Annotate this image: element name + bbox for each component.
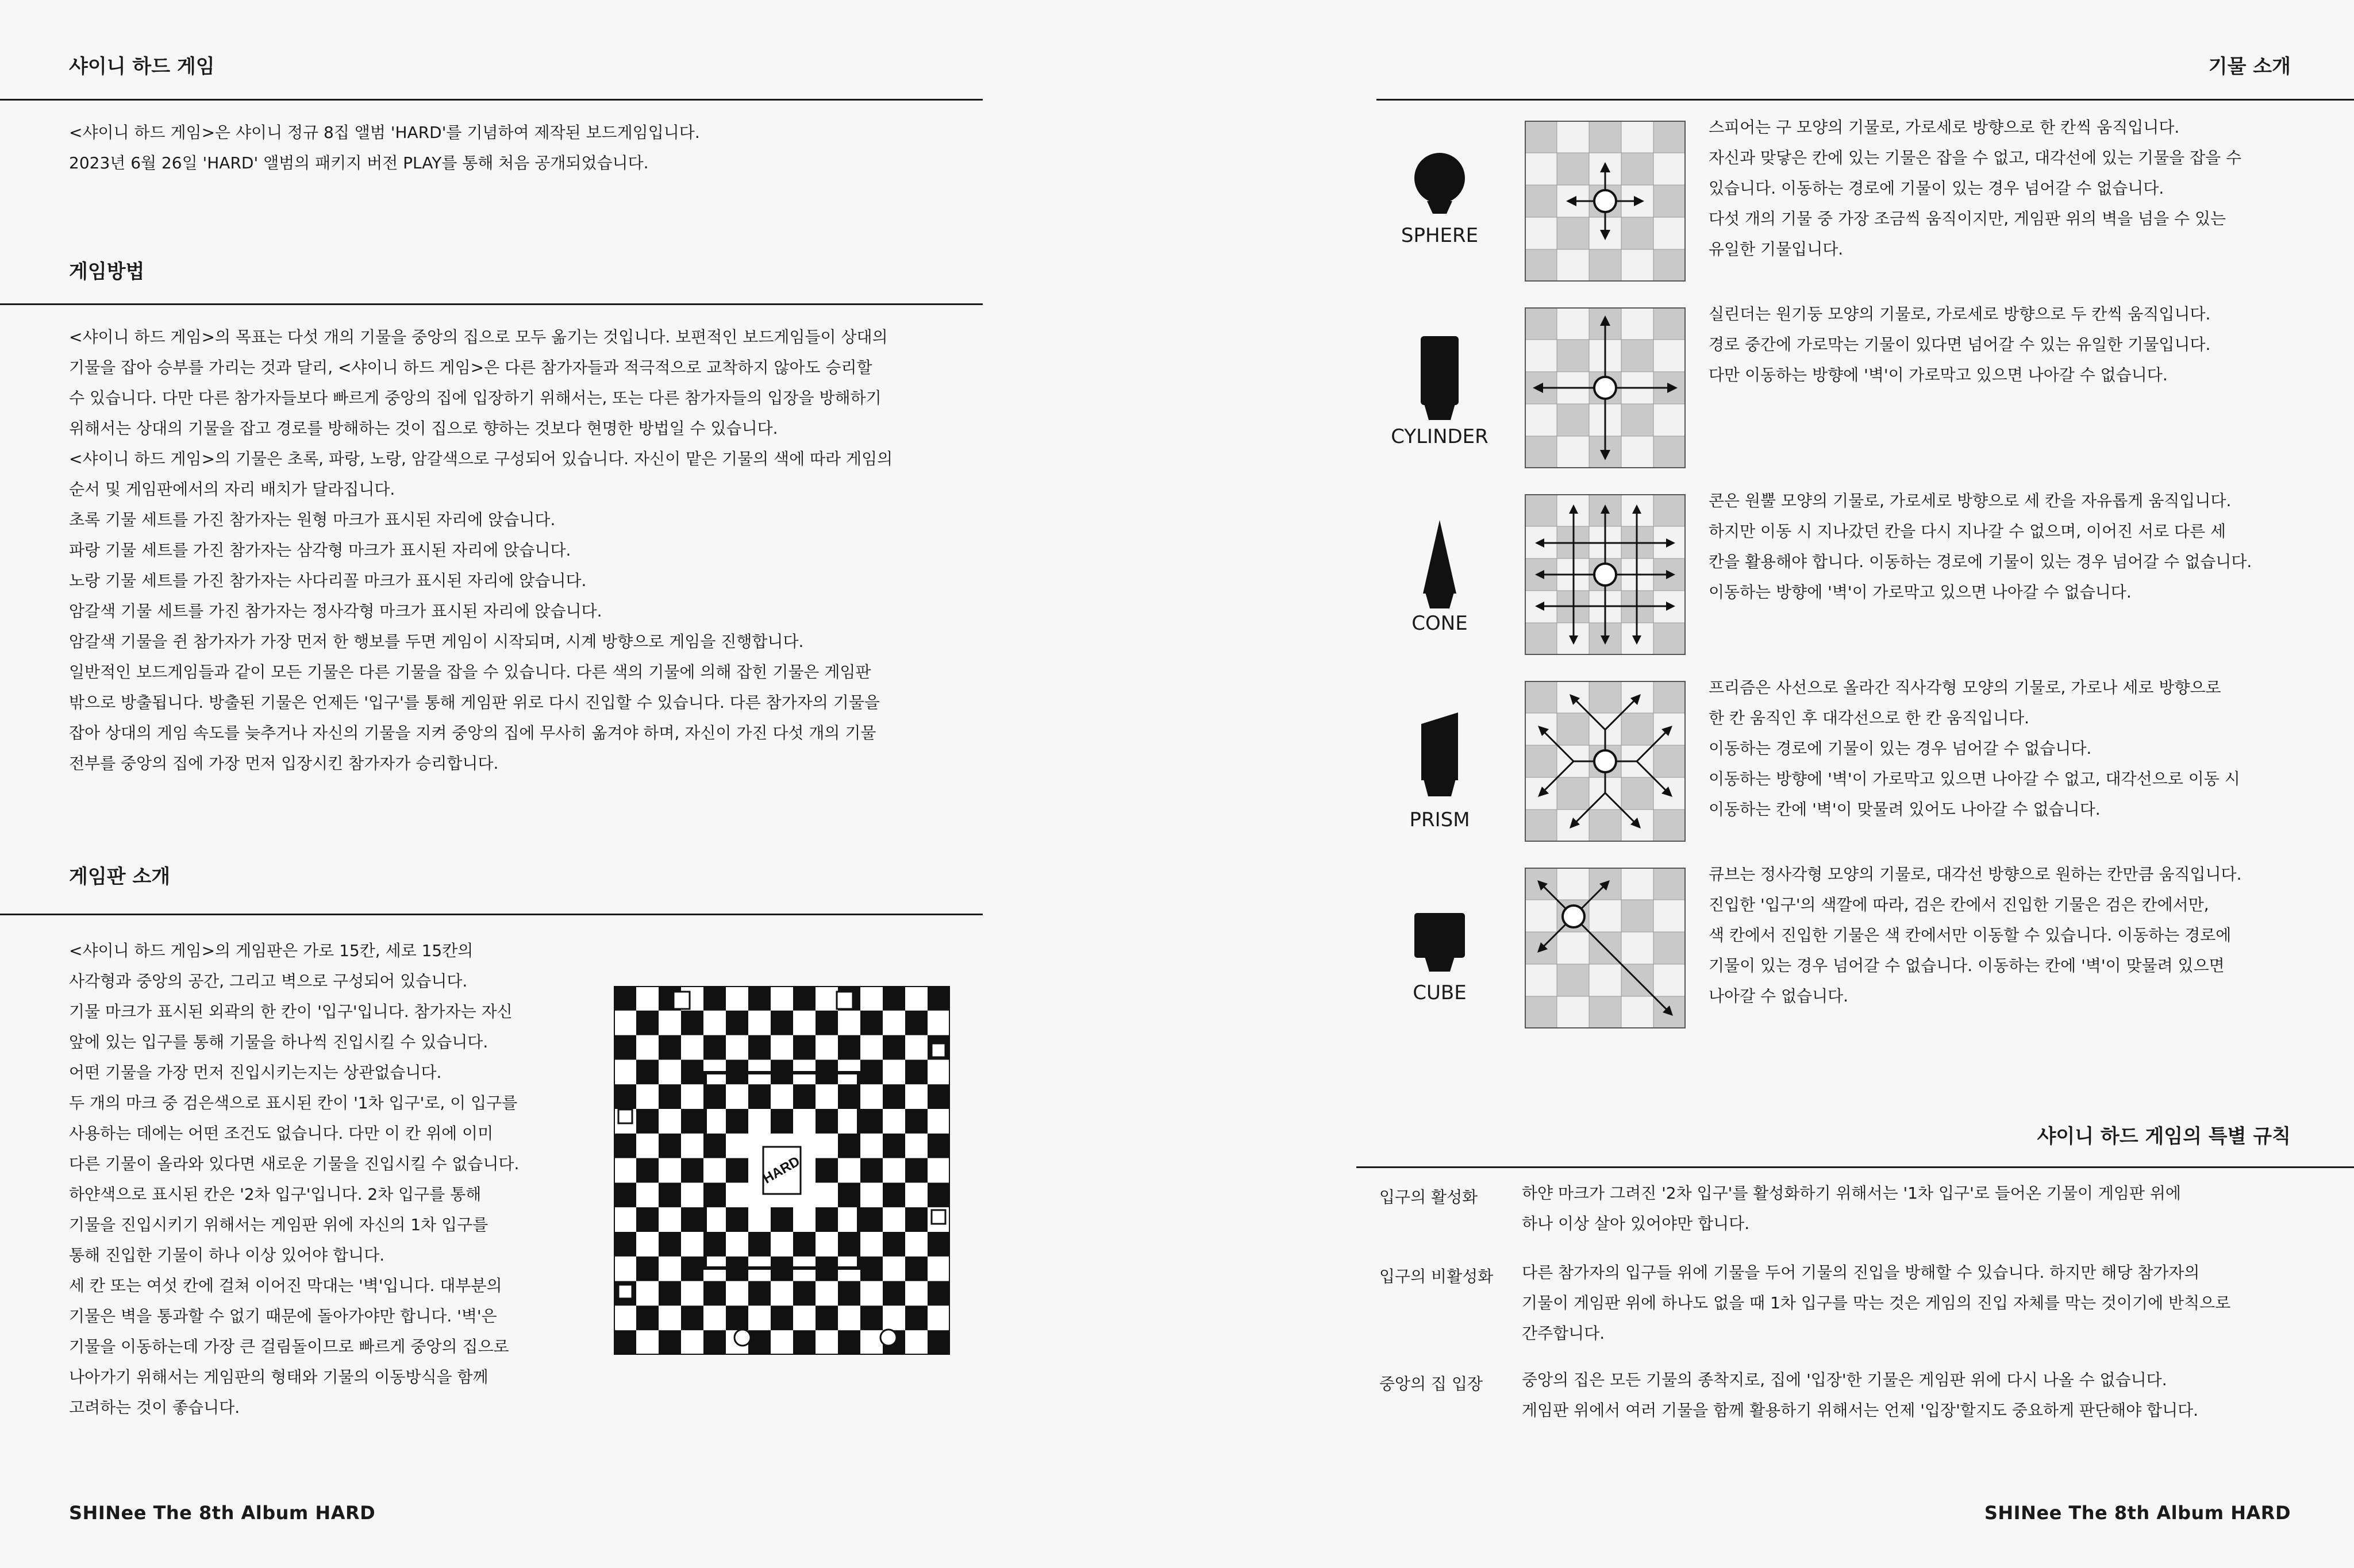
rule-line: 하나 이상 살아 있어야만 합니다. bbox=[1522, 1214, 1750, 1233]
board-cell bbox=[703, 1281, 726, 1306]
piece-sphere bbox=[1379, 118, 2328, 287]
board-cell bbox=[614, 1330, 636, 1355]
right-footer: SHINee The 8th Album HARD bbox=[1984, 1502, 2291, 1524]
board-cell bbox=[793, 1330, 816, 1355]
board-cell bbox=[659, 1232, 681, 1257]
howto-line: 파랑 기물 세트를 가진 참가자는 삼각형 마크가 표시된 자리에 앉습니다. bbox=[69, 541, 571, 560]
board-cell bbox=[860, 1305, 883, 1330]
howto-line: <샤이니 하드 게임>의 기물은 초록, 파랑, 노랑, 암갈색으로 구성되어 있습니다. 자신이 맡은 기물의 색에 따라 게임의 bbox=[69, 449, 893, 468]
desc-line: 한 칸 움직인 후 대각선으로 한 칸 움직입니다. bbox=[1709, 708, 2030, 727]
piece-name: CYLINDER bbox=[1391, 425, 1488, 448]
board-cell bbox=[838, 1281, 860, 1306]
howto-line: 일반적인 보드게임들과 같이 모든 기물은 다른 기물을 잡을 수 있습니다. 다른 색의 기물에 의해 잡힌 기물은 게임판 bbox=[69, 662, 871, 681]
howto-line: 순서 및 게임판에서의 자리 배치가 달라집니다. bbox=[69, 480, 395, 499]
board-line: 기물은 벽을 통과할 수 없기 때문에 돌아가야만 합니다. '벽'은 bbox=[69, 1307, 497, 1326]
board-cell bbox=[681, 1109, 703, 1134]
wall bbox=[703, 1071, 860, 1074]
board-cell bbox=[659, 1084, 681, 1109]
board-cell bbox=[636, 1109, 659, 1134]
board-cell bbox=[681, 1060, 703, 1084]
grid-cell bbox=[1525, 121, 1557, 153]
howto-line: 기물을 잡아 승부를 가리는 것과 달리, <샤이니 하드 게임>은 다른 참가자들과 적극적으로 교착하지 않아도 승리할 bbox=[69, 358, 872, 377]
board-line: 사용하는 데에는 어떤 조건도 없습니다. 다만 이 칸 위에 이미 bbox=[69, 1124, 494, 1143]
board-cell bbox=[860, 1207, 883, 1232]
board-cell bbox=[726, 1207, 748, 1232]
piece-description bbox=[1709, 672, 2240, 825]
board-cell bbox=[883, 1134, 905, 1158]
cone-move-diagram bbox=[1525, 494, 1686, 655]
grid-cell bbox=[1525, 745, 1557, 777]
grid-cell bbox=[1557, 964, 1589, 996]
grid-cell bbox=[1525, 217, 1557, 249]
board-cell bbox=[883, 1232, 905, 1257]
board-cell bbox=[905, 1060, 928, 1084]
board-cell bbox=[681, 1158, 703, 1183]
desc-line: 하지만 이동 시 지나갔던 칸을 다시 지나갈 수 없으며, 이어진 서로 다른 세 bbox=[1709, 522, 2226, 541]
grid-cell bbox=[1621, 777, 1653, 810]
board-cell bbox=[614, 986, 636, 1011]
board-cell bbox=[928, 986, 950, 1011]
board-cell bbox=[771, 1011, 793, 1035]
board-cell bbox=[771, 1207, 793, 1232]
board-cell bbox=[748, 1084, 771, 1109]
board-cell bbox=[681, 1011, 703, 1035]
desc-line: 자신과 맞닿은 칸에 있는 기물은 잡을 수 없고, 대각선에 있는 기물을 잡을 수 bbox=[1709, 148, 2242, 167]
grid-cell bbox=[1557, 868, 1589, 900]
right-page-header: 기물 소개 bbox=[2208, 55, 2291, 78]
entry-mark bbox=[880, 1330, 897, 1346]
board-cell bbox=[636, 1011, 659, 1035]
board-cell bbox=[928, 1232, 950, 1257]
cylinder-move-diagram bbox=[1525, 307, 1686, 468]
board-cell bbox=[928, 1134, 950, 1158]
grid-cell bbox=[1653, 217, 1686, 249]
piece-cone bbox=[1379, 491, 2328, 661]
entry-mark bbox=[618, 1109, 632, 1123]
board-cell bbox=[928, 1330, 950, 1355]
grid-cell bbox=[1525, 185, 1557, 217]
board-cell bbox=[771, 1305, 793, 1330]
grid-cell bbox=[1525, 810, 1557, 842]
howto-line: 위해서는 상대의 기물을 잡고 경로를 방해하는 것이 집으로 향하는 것보다 현명한 방법일 수 있습니다. bbox=[69, 419, 778, 438]
desc-line: 다만 이동하는 방향에 '벽'이 가로막고 있으면 나아갈 수 없습니다. bbox=[1709, 365, 2168, 384]
board-cell bbox=[883, 1035, 905, 1060]
howto-line: 밖으로 방출됩니다. 방출된 기물은 언제든 '입구'를 통해 게임판 위로 다시 진입할 수 있습니다. 다른 참가자의 기물을 bbox=[69, 693, 880, 712]
board-cell bbox=[838, 1035, 860, 1060]
intro-paragraph bbox=[69, 117, 700, 178]
desc-line: 나아갈 수 없습니다. bbox=[1709, 987, 1849, 1005]
piece-description bbox=[1709, 112, 2241, 264]
desc-line: 기물이 있는 경우 넘어갈 수 없습니다. 이동하는 칸에 '벽'이 맞물려 있으면 bbox=[1709, 956, 2225, 975]
howto-line: 암갈색 기물을 쥔 참가자가 가장 먼저 한 행보를 두면 게임이 시작되며, 시계 방향으로 게임을 진행합니다. bbox=[69, 632, 804, 651]
wall bbox=[703, 1266, 860, 1270]
howto-line: 수 있습니다. 다만 다른 참가자들보다 빠르게 중앙의 집에 입장하기 위해서는, 또는 다른 참가자들의 입장을 방해하기 bbox=[69, 388, 882, 407]
board-line: 어떤 기물을 가장 먼저 진입시키는지는 상관없습니다. bbox=[69, 1063, 442, 1082]
board-cell bbox=[636, 1207, 659, 1232]
board-cell bbox=[659, 1330, 681, 1355]
piece-prism bbox=[1379, 678, 2328, 847]
board-cell bbox=[860, 1109, 883, 1134]
wall bbox=[857, 1071, 860, 1140]
board-cell bbox=[748, 986, 771, 1011]
board-cell bbox=[614, 1232, 636, 1257]
grid-cell bbox=[1557, 932, 1589, 964]
board-cell bbox=[905, 1305, 928, 1330]
grid-cell bbox=[1589, 121, 1621, 153]
board-cell bbox=[614, 1035, 636, 1060]
desc-line: 색 칸에서 진입한 기물은 색 칸에서만 이동할 수 있습니다. 이동하는 경로에 bbox=[1709, 926, 2232, 945]
grid-cell bbox=[1621, 932, 1653, 964]
board-line: 기물을 진입시키기 위해서는 게임판 위에 자신의 1차 입구를 bbox=[69, 1215, 489, 1234]
grid-cell bbox=[1653, 745, 1686, 777]
board-line: 하얀색으로 표시된 칸은 '2차 입구'입니다. 2차 입구를 통해 bbox=[69, 1185, 482, 1204]
board-line: 다른 기물이 올라와 있다면 새로운 기물을 진입시킬 수 없습니다. bbox=[69, 1154, 520, 1173]
rule-text bbox=[1522, 1178, 2181, 1239]
board-cell bbox=[659, 1281, 681, 1306]
board-cell bbox=[793, 1232, 816, 1257]
board-cell bbox=[860, 1257, 883, 1281]
grid-cell bbox=[1653, 153, 1686, 185]
rule-label: 입구의 비활성화 bbox=[1379, 1267, 1494, 1286]
board-cell bbox=[748, 1035, 771, 1060]
grid-cell bbox=[1621, 713, 1653, 745]
board-cell bbox=[905, 1011, 928, 1035]
grid-cell bbox=[1557, 777, 1589, 810]
board-cell bbox=[748, 1281, 771, 1306]
board-cell bbox=[636, 1305, 659, 1330]
desc-line: 이동하는 칸에 '벽'이 맞물려 있어도 나아갈 수 없습니다. bbox=[1709, 800, 2101, 819]
board-cell bbox=[726, 1158, 748, 1183]
prism-move-diagram bbox=[1525, 681, 1686, 842]
board-cell bbox=[659, 1035, 681, 1060]
grid-cell bbox=[1557, 217, 1589, 249]
grid-cell bbox=[1653, 121, 1686, 153]
game-board-svg bbox=[614, 986, 950, 1355]
grid-cell bbox=[1525, 307, 1557, 340]
grid-cell bbox=[1525, 153, 1557, 185]
grid-cell bbox=[1557, 307, 1589, 340]
board-cell bbox=[703, 986, 726, 1011]
piece-description bbox=[1709, 859, 2242, 1011]
entry-mark bbox=[734, 1330, 751, 1346]
board-cell bbox=[614, 1134, 636, 1158]
rule-line: 하얀 마크가 그려진 '2차 입구'를 활성화하기 위해서는 '1차 입구'로 들어온 기물이 게임판 위에 bbox=[1522, 1184, 2181, 1203]
grid-cell bbox=[1653, 623, 1686, 655]
intro-line: <샤이니 하드 게임>은 샤이니 정규 8집 앨범 'HARD'를 기념하여 제작된 보드게임입니다. bbox=[69, 123, 700, 142]
board-cell bbox=[816, 1207, 838, 1232]
board-line: <샤이니 하드 게임>의 게임판은 가로 15칸, 세로 15칸의 bbox=[69, 941, 474, 960]
howto-line: 초록 기물 세트를 가진 참가자는 원형 마크가 표시된 자리에 앉습니다. bbox=[69, 510, 556, 529]
desc-line: 진입한 '입구'의 색깔에 따라, 검은 칸에서 진입한 기물은 검은 칸에서만, bbox=[1709, 895, 2209, 914]
board-cell bbox=[681, 1305, 703, 1330]
desc-line: 콘은 원뿔 모양의 기물로, 가로세로 방향으로 세 칸을 자유롭게 움직입니다. bbox=[1709, 491, 2232, 510]
sphere-piece-icon bbox=[1411, 149, 1468, 218]
cube-move-diagram bbox=[1525, 868, 1686, 1028]
howto-line: <샤이니 하드 게임>의 목표는 다섯 개의 기물을 중앙의 집으로 모두 옮기는 것입니다. 보편적인 보드게임들이 상대의 bbox=[69, 328, 888, 346]
grid-cell bbox=[1621, 868, 1653, 900]
howto-title: 게임방법 bbox=[69, 260, 145, 283]
rule-label: 입구의 활성화 bbox=[1379, 1188, 1478, 1207]
grid-cell bbox=[1621, 996, 1653, 1028]
desc-line: 실린더는 원기둥 모양의 기물로, 가로세로 방향으로 두 칸씩 움직입니다. bbox=[1709, 305, 2211, 323]
intro-line: 2023년 6월 26일 'HARD' 앨범의 패키지 버전 PLAY를 통해 처음 공개되었습니다. bbox=[69, 153, 649, 172]
grid-cell bbox=[1589, 249, 1621, 282]
board-cell bbox=[793, 1035, 816, 1060]
desc-line: 프리즘은 사선으로 올라간 직사각형 모양의 기물로, 가로나 세로 방향으로 bbox=[1709, 678, 2221, 697]
board-cell bbox=[793, 1281, 816, 1306]
board-cell bbox=[748, 1330, 771, 1355]
rule-line: 다른 참가자의 입구들 위에 기물을 두어 기물의 진입을 방해할 수 있습니다. 하지만 해당 참가자의 bbox=[1522, 1263, 2200, 1282]
board-cell bbox=[860, 1011, 883, 1035]
board-cell bbox=[614, 1182, 636, 1207]
board-intro-paragraph bbox=[69, 935, 519, 1423]
howto-divider bbox=[0, 303, 983, 305]
grid-cell bbox=[1525, 404, 1557, 436]
grid-cell bbox=[1621, 340, 1653, 372]
cylinder-piece-icon bbox=[1414, 336, 1466, 422]
sphere-move-diagram bbox=[1525, 121, 1686, 282]
grid-cell bbox=[1525, 900, 1557, 932]
wall bbox=[857, 1201, 860, 1270]
grid-cell bbox=[1621, 217, 1653, 249]
desc-line: 스피어는 구 모양의 기물로, 가로세로 방향으로 한 칸씩 움직입니다. bbox=[1709, 118, 2180, 137]
board-cell bbox=[793, 986, 816, 1011]
piece-name: CUBE bbox=[1413, 981, 1467, 1004]
board-cell bbox=[771, 1109, 793, 1134]
header-divider bbox=[0, 99, 983, 101]
rule-line: 중앙의 집은 모든 기물의 종착지로, 집에 '입장'한 기물은 게임판 위에 다시 나올 수 없습니다. bbox=[1522, 1370, 2167, 1389]
board-cell bbox=[703, 1035, 726, 1060]
grid-cell bbox=[1621, 249, 1653, 282]
desc-line: 큐브는 정사각형 모양의 기물로, 대각선 방향으로 원하는 칸만큼 움직입니다. bbox=[1709, 865, 2242, 884]
grid-cell bbox=[1557, 249, 1589, 282]
grid-cell bbox=[1525, 494, 1557, 526]
board-line: 기물 마크가 표시된 외곽의 한 칸이 '입구'입니다. 참가자는 자신 bbox=[69, 1002, 513, 1021]
rule-text bbox=[1522, 1365, 2198, 1426]
board-cell bbox=[659, 1182, 681, 1207]
board-cell bbox=[703, 1330, 726, 1355]
board-line: 통해 진입한 기물이 하나 이상 있어야 합니다. bbox=[69, 1246, 385, 1265]
grid-cell bbox=[1653, 404, 1686, 436]
board-cell bbox=[636, 1257, 659, 1281]
entry-mark bbox=[674, 992, 690, 1009]
howto-line: 암갈색 기물 세트를 가진 참가자는 정사각형 마크가 표시된 자리에 앉습니다. bbox=[69, 602, 602, 621]
board-cell bbox=[883, 1281, 905, 1306]
prism-piece-icon bbox=[1411, 712, 1468, 799]
board-line: 고려하는 것이 좋습니다. bbox=[69, 1398, 240, 1417]
howto-paragraph bbox=[69, 322, 893, 779]
board-cell bbox=[860, 1060, 883, 1084]
grid-cell bbox=[1557, 996, 1589, 1028]
grid-cell bbox=[1557, 436, 1589, 468]
entry-mark bbox=[932, 1210, 945, 1224]
grid-cell bbox=[1557, 404, 1589, 436]
board-cell bbox=[681, 1257, 703, 1281]
grid-cell bbox=[1653, 900, 1686, 932]
board-cell bbox=[816, 1305, 838, 1330]
cone-piece-icon bbox=[1414, 520, 1466, 612]
board-cell bbox=[905, 1109, 928, 1134]
board-line: 세 칸 또는 여섯 칸에 걸쳐 이어진 막대는 '벽'입니다. 대부분의 bbox=[69, 1276, 502, 1295]
rule-line: 게임판 위에서 여러 기물을 함께 활용하기 위해서는 언제 '입장'할지도 중요하게 판단해야 합니다. bbox=[1522, 1401, 2199, 1420]
grid-cell bbox=[1589, 681, 1621, 713]
board-cell bbox=[905, 1158, 928, 1183]
grid-cell bbox=[1557, 713, 1589, 745]
grid-cell bbox=[1557, 153, 1589, 185]
board-cell bbox=[614, 1084, 636, 1109]
grid-cell bbox=[1621, 404, 1653, 436]
piece-cube bbox=[1379, 865, 2328, 1034]
desc-line: 유일한 기물입니다. bbox=[1709, 240, 1844, 259]
grid-cell bbox=[1653, 340, 1686, 372]
board-cell bbox=[883, 1084, 905, 1109]
grid-cell bbox=[1525, 623, 1557, 655]
board-cell bbox=[905, 1207, 928, 1232]
board-line: 기물을 이동하는데 가장 큰 걸림돌이므로 빠르게 중앙의 집으로 bbox=[69, 1337, 509, 1356]
howto-line: 노랑 기물 세트를 가진 참가자는 사다리꼴 마크가 표시된 자리에 앉습니다. bbox=[69, 571, 587, 590]
left-footer: SHINee The 8th Album HARD bbox=[69, 1502, 376, 1524]
board-cell bbox=[905, 1257, 928, 1281]
board-cell bbox=[928, 1281, 950, 1306]
rule-text bbox=[1522, 1257, 2230, 1349]
desc-line: 이동하는 방향에 '벽'이 가로막고 있으면 나아갈 수 없습니다. bbox=[1709, 583, 2132, 602]
board-cell bbox=[928, 1084, 950, 1109]
special-rules-divider bbox=[1356, 1166, 2354, 1168]
desc-line: 이동하는 방향에 '벽'이 가로막고 있으면 나아갈 수 없고, 대각선으로 이동 시 bbox=[1709, 769, 2240, 788]
board-cell bbox=[816, 1011, 838, 1035]
board-cell bbox=[636, 1060, 659, 1084]
grid-cell bbox=[1621, 307, 1653, 340]
grid-cell bbox=[1557, 340, 1589, 372]
board-cell bbox=[883, 1182, 905, 1207]
desc-line: 경로 중간에 가로막는 기물이 있다면 넘어갈 수 있는 유일한 기물입니다. bbox=[1709, 335, 2211, 354]
grid-cell bbox=[1525, 681, 1557, 713]
grid-cell bbox=[1589, 996, 1621, 1028]
grid-cell bbox=[1621, 153, 1653, 185]
desc-line: 있습니다. 이동하는 경로에 기물이 있는 경우 넘어갈 수 없습니다. bbox=[1709, 179, 2164, 198]
piece-cylinder bbox=[1379, 307, 2328, 474]
desc-line: 칸을 활용해야 합니다. 이동하는 경로에 기물이 있는 경우 넘어갈 수 없습니다. bbox=[1709, 552, 2252, 571]
grid-cell bbox=[1589, 810, 1621, 842]
grid-cell bbox=[1653, 436, 1686, 468]
board-cell bbox=[928, 1182, 950, 1207]
right-header-divider bbox=[1376, 99, 2354, 101]
grid-cell bbox=[1653, 868, 1686, 900]
board-cell bbox=[860, 1158, 883, 1183]
piece-name: SPHERE bbox=[1401, 224, 1479, 247]
grid-cell bbox=[1653, 964, 1686, 996]
board-cell bbox=[748, 1232, 771, 1257]
grid-cell bbox=[1653, 249, 1686, 282]
grid-cell bbox=[1525, 249, 1557, 282]
board-intro-title: 게임판 소개 bbox=[69, 865, 171, 888]
board-cell bbox=[793, 1084, 816, 1109]
board-cell bbox=[726, 1109, 748, 1134]
grid-cell bbox=[1557, 121, 1589, 153]
desc-line: 이동하는 경로에 기물이 있는 경우 넘어갈 수 없습니다. bbox=[1709, 739, 2092, 758]
piece-name: PRISM bbox=[1409, 808, 1470, 831]
board-cell bbox=[816, 1109, 838, 1134]
grid-cell bbox=[1525, 340, 1557, 372]
entry-mark bbox=[618, 1285, 632, 1299]
grid-cell bbox=[1525, 436, 1557, 468]
board-cell bbox=[659, 1134, 681, 1158]
board-cell bbox=[636, 1158, 659, 1183]
board-line: 사각형과 중앙의 공간, 그리고 벽으로 구성되어 있습니다. bbox=[69, 972, 468, 991]
board-intro-divider bbox=[0, 914, 983, 915]
rule-line: 간주합니다. bbox=[1522, 1324, 1605, 1343]
board-cell bbox=[726, 1305, 748, 1330]
game-board bbox=[614, 986, 950, 1355]
grid-cell bbox=[1589, 900, 1621, 932]
board-line: 나아가기 위해서는 게임판의 형태와 기물의 이동방식을 함께 bbox=[69, 1367, 489, 1386]
grid-cell bbox=[1621, 121, 1653, 153]
rule-line: 기물이 게임판 위에 하나도 없을 때 1차 입구를 막는 것은 게임의 진입 자체를 막는 것이기에 반칙으로 bbox=[1522, 1293, 2231, 1312]
grid-cell bbox=[1653, 185, 1686, 217]
piece-description bbox=[1709, 299, 2210, 390]
board-cell bbox=[726, 1011, 748, 1035]
grid-cell bbox=[1653, 307, 1686, 340]
board-logo: HARD bbox=[760, 1153, 803, 1187]
grid-cell bbox=[1621, 900, 1653, 932]
piece-name: CONE bbox=[1411, 612, 1468, 635]
board-line: 두 개의 마크 중 검은색으로 표시된 칸이 '1차 입구'로, 이 입구를 bbox=[69, 1093, 518, 1112]
grid-cell bbox=[1525, 964, 1557, 996]
board-cell bbox=[816, 1158, 838, 1183]
grid-cell bbox=[1653, 932, 1686, 964]
board-cell bbox=[681, 1207, 703, 1232]
grid-cell bbox=[1525, 996, 1557, 1028]
entry-mark bbox=[932, 1043, 945, 1057]
board-line: 앞에 있는 입구를 통해 기물을 하나씩 진입시킬 수 있습니다. bbox=[69, 1033, 489, 1051]
special-rules-title: 샤이니 하드 게임의 특별 규칙 bbox=[2037, 1125, 2291, 1148]
grid-cell bbox=[1653, 681, 1686, 713]
grid-cell bbox=[1621, 436, 1653, 468]
board-cell bbox=[883, 986, 905, 1011]
board-cell bbox=[838, 1330, 860, 1355]
wall bbox=[703, 1071, 707, 1140]
howto-line: 전부를 중앙의 집에 가장 먼저 입장시킨 참가자가 승리합니다. bbox=[69, 754, 499, 773]
grid-cell bbox=[1589, 964, 1621, 996]
left-page-header: 샤이니 하드 게임 bbox=[69, 55, 215, 78]
grid-cell bbox=[1653, 494, 1686, 526]
piece-description bbox=[1709, 486, 2252, 607]
howto-line: 잡아 상대의 게임 속도를 늦추거나 자신의 기물을 지켜 중앙의 집에 무사히 옮겨야 하며, 자신이 가진 다섯 개의 기물 bbox=[69, 723, 876, 742]
wall bbox=[703, 1201, 707, 1270]
desc-line: 다섯 개의 기물 중 가장 조금씩 움직이지만, 게임판 위의 벽을 넘을 수 있는 bbox=[1709, 209, 2226, 228]
entry-mark bbox=[837, 992, 853, 1009]
grid-cell bbox=[1653, 810, 1686, 842]
cube-piece-icon bbox=[1411, 911, 1468, 974]
rule-label: 중앙의 집 입장 bbox=[1379, 1374, 1483, 1393]
